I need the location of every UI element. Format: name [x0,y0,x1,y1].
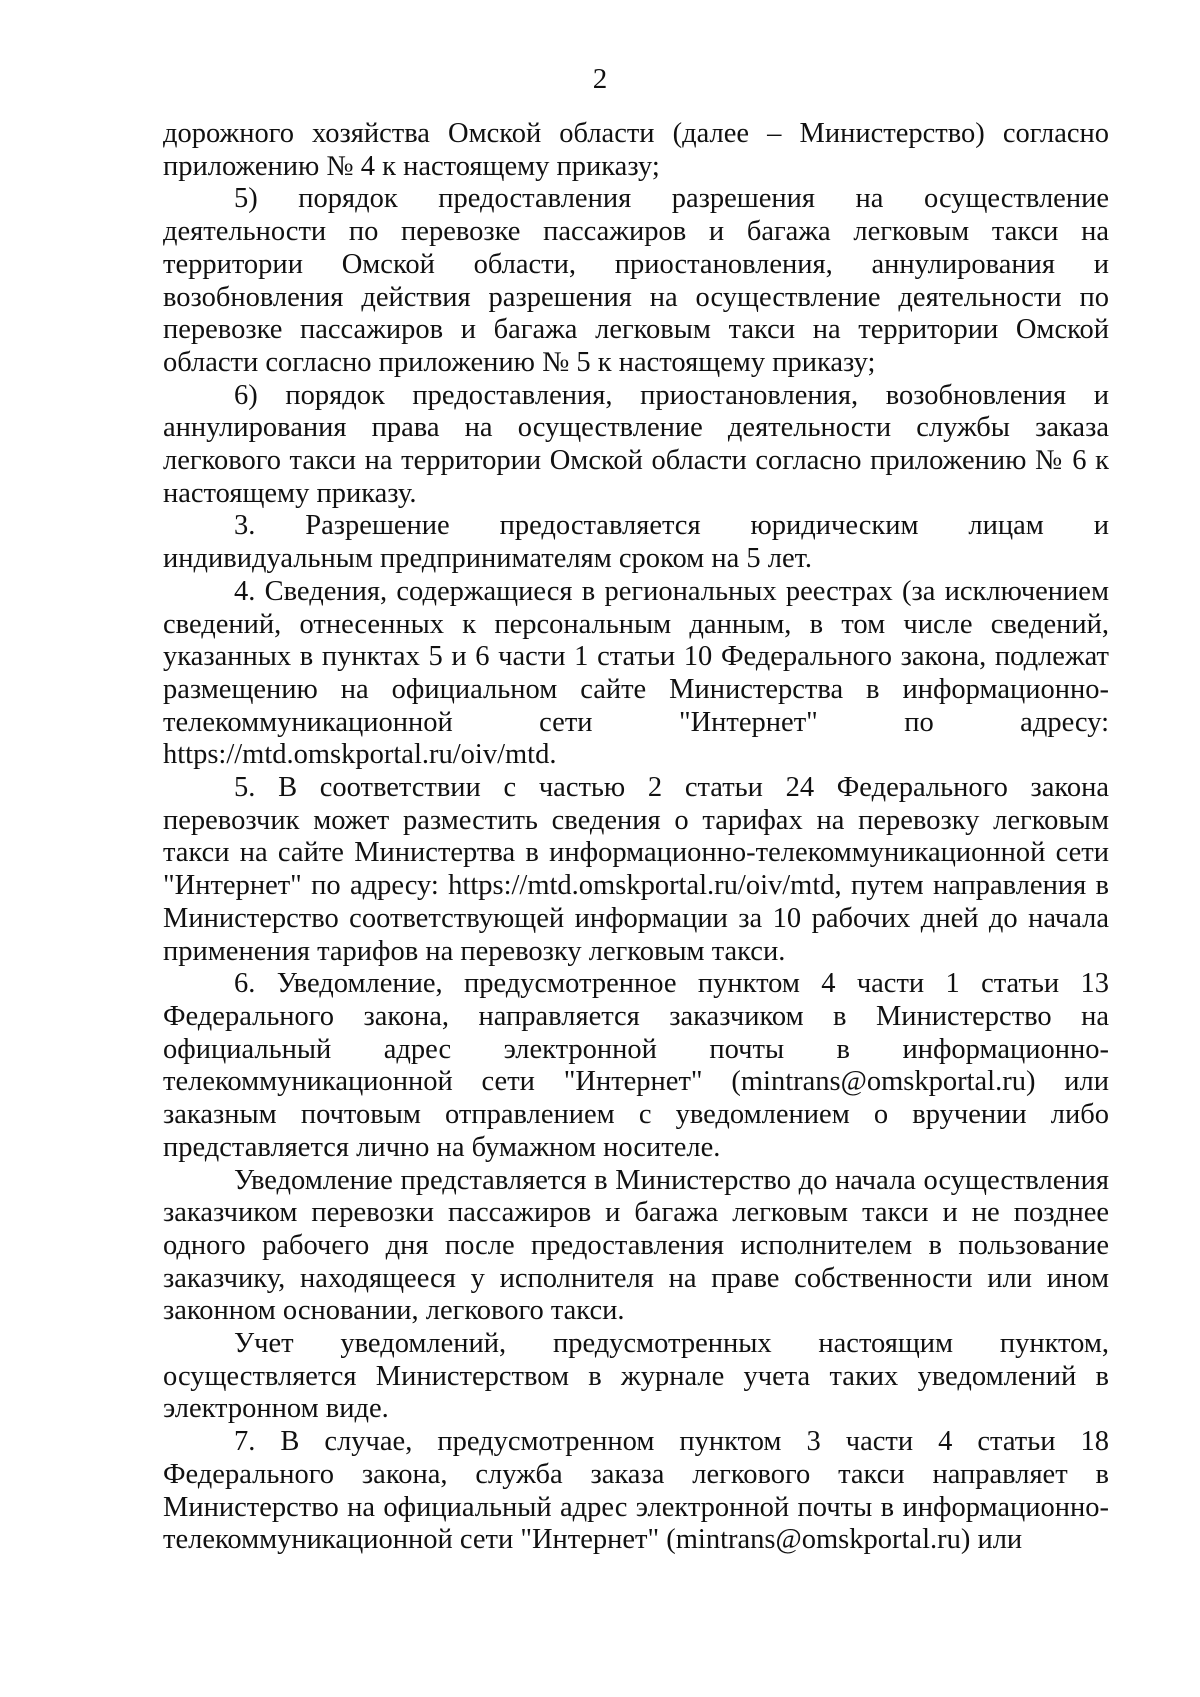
paragraph-item-5: 5) порядок предоставления разрешения на осуществление деятельности по перевозке пассажиров и багажа легковым такси на территории Омской области, приостановления, аннулирования и возобновления действия разрешения на осуществление деятельности по перевозке пассажиров и багажа легковым такси на территории Омской области согласно приложению № 5 к настоящему приказу; [163,183,1109,378]
paragraph-clause-6: 6. Уведомление, предусмотренное пунктом 4 части 1 статьи 13 Федерального закона, направляется заказчиком в Министерство на официальный адрес электронной почты в информационно-телекоммуникационной сети "Интернет" (mintrans@omskportal.ru) или заказным почтовым отправлением с уведомлением о вручении либо представляется лично на бумажном носителе. [163,968,1109,1163]
paragraph-notification-deadline: Уведомление представляется в Министерство до начала осуществления заказчиком перевозки пассажиров и багажа легковым такси и не позднее одного рабочего дня после предоставления исполнителем в пользование заказчику, находящееся у исполнителя на праве собственности или ином законном основании, легкового такси. [163,1164,1109,1327]
paragraph-clause-5: 5. В соответствии с частью 2 статьи 24 Федерального закона перевозчик может разместить сведения о тарифах на перевозку легковым такси на сайте Министертва в информационно-телекоммуникационной сети "Интернет" по адресу: https://mtd.omskportal.ru/oiv/mtd, путем направления в Министерство соответствующей информации за 10 рабочих дней до начала применения тарифов на перевозку легковым такси. [163,772,1109,967]
paragraph-clause-3: 3. Разрешение предоставляется юридическим лицам и индивидуальным предпринимателям сроком на 5 лет. [163,510,1109,575]
paragraph-continuation: дорожного хозяйства Омской области (далее – Министерство) согласно приложению № 4 к настоящему приказу; [163,118,1109,182]
paragraph-item-6: 6) порядок предоставления, приостановления, возобновления и аннулирования права на осуществление деятельности службы заказа легкового такси на территории Омской области согласно приложению № 6 к настоящему приказу. [163,379,1109,509]
page-number: 2 [592,63,608,95]
paragraph-clause-7: 7. В случае, предусмотренном пунктом 3 части 4 статьи 18 Федерального закона, служба заказа легкового такси направляет в Министерство на официальный адрес электронной почты в информационно-телекоммуникационной сети "Интернет" (mintrans@omskportal.ru) или [163,1426,1109,1556]
document-body [163,118,1109,1557]
paragraph-notification-accounting: Учет уведомлений, предусмотренных настоящим пунктом, осуществляется Министерством в журнале учета таких уведомлений в электронном виде. [163,1328,1109,1425]
paragraph-clause-4: 4. Сведения, содержащиеся в региональных реестрах (за исключением сведений, отнесенных к персональным данным, в том числе сведений, указанных в пунктах 5 и 6 части 1 статьи 10 Федерального закона, подлежат размещению на официальном сайте Министерства в информационно-телекоммуникационной сети "Интернет" по адресу: https://mtd.omskportal.ru/oiv/mtd. [163,575,1109,771]
